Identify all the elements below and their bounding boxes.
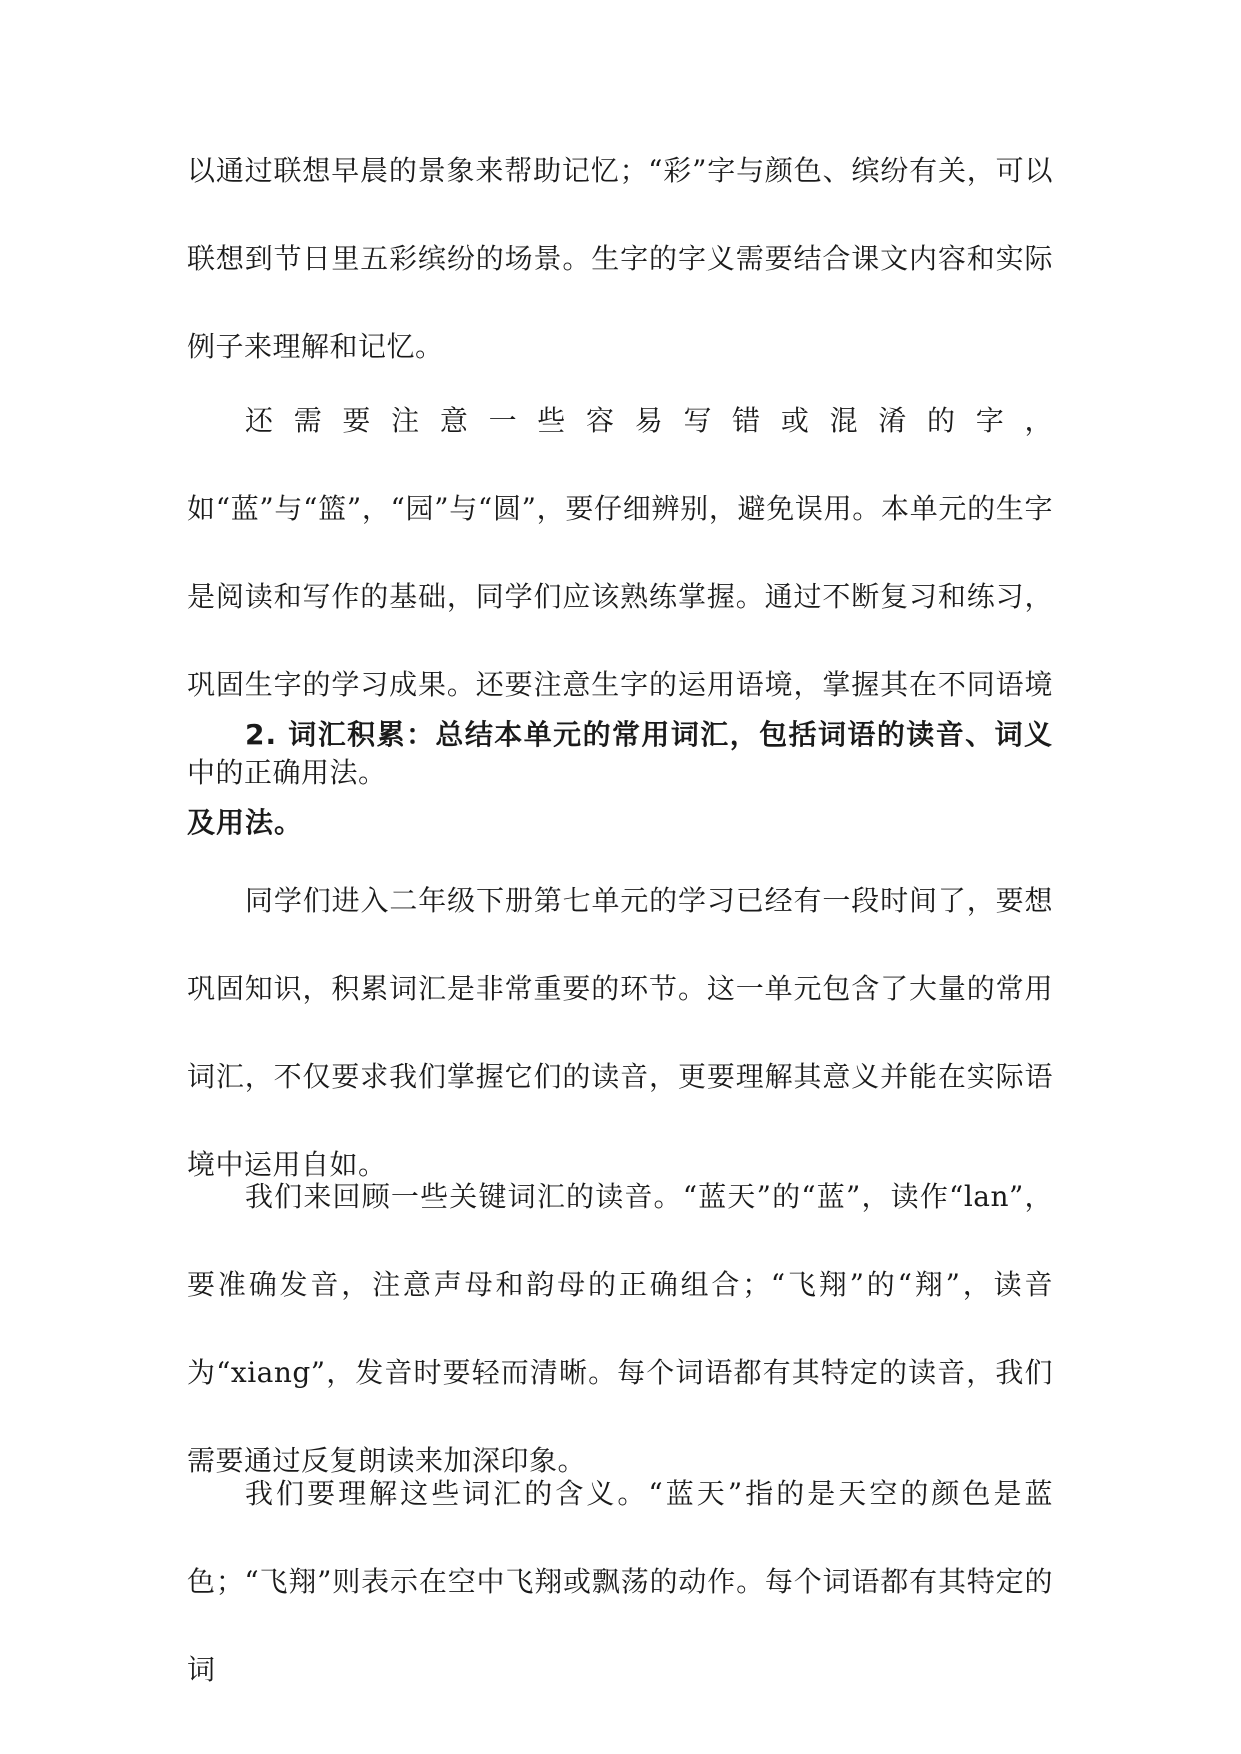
paragraph-pronunciation: 我们来回顾一些关键词汇的读音。“蓝天”的“蓝”，读作“lan”，要准确发音，注意声母和韵母的正确组合；“飞翔”的“翔”，读音为“xiang”，发音时要轻而清晰。每个词语都有其特定的读音，我们需要通过反复朗读来加深印象。 (187, 1180, 1053, 1477)
paragraph-confusable-characters: 还需要注意一些容易写错或混淆的字，如“蓝”与“篮”，“园”与“圆”，要仔细辨别，避免误用。本单元的生字是阅读和写作的基础，同学们应该熟练掌握。通过不断复习和练习，巩固生字的学习成果。还要注意生字的运用语境，掌握其在不同语境中的正确用法。 (187, 404, 1053, 789)
section-heading-vocabulary: 2. 词汇积累：总结本单元的常用词汇，包括词语的读音、词义及用法。 (187, 718, 1053, 839)
paragraph-continuation: 以通过联想早晨的景象来帮助记忆；“彩”字与颜色、缤纷有关，可以联想到节日里五彩缤纷的场景。生字的字义需要结合课文内容和实际例子来理解和记忆。 (187, 154, 1053, 363)
paragraph-vocabulary-intro: 同学们进入二年级下册第七单元的学习已经有一段时间了，要想巩固知识，积累词汇是非常重要的环节。这一单元包含了大量的常用词汇，不仅要求我们掌握它们的读音，更要理解其意义并能在实际语境中运用自如。 (187, 884, 1053, 1181)
paragraph-meaning: 我们要理解这些词汇的含义。“蓝天”指的是天空的颜色是蓝色；“飞翔”则表示在空中飞翔或飘荡的动作。每个词语都有其特定的词 (187, 1477, 1053, 1686)
